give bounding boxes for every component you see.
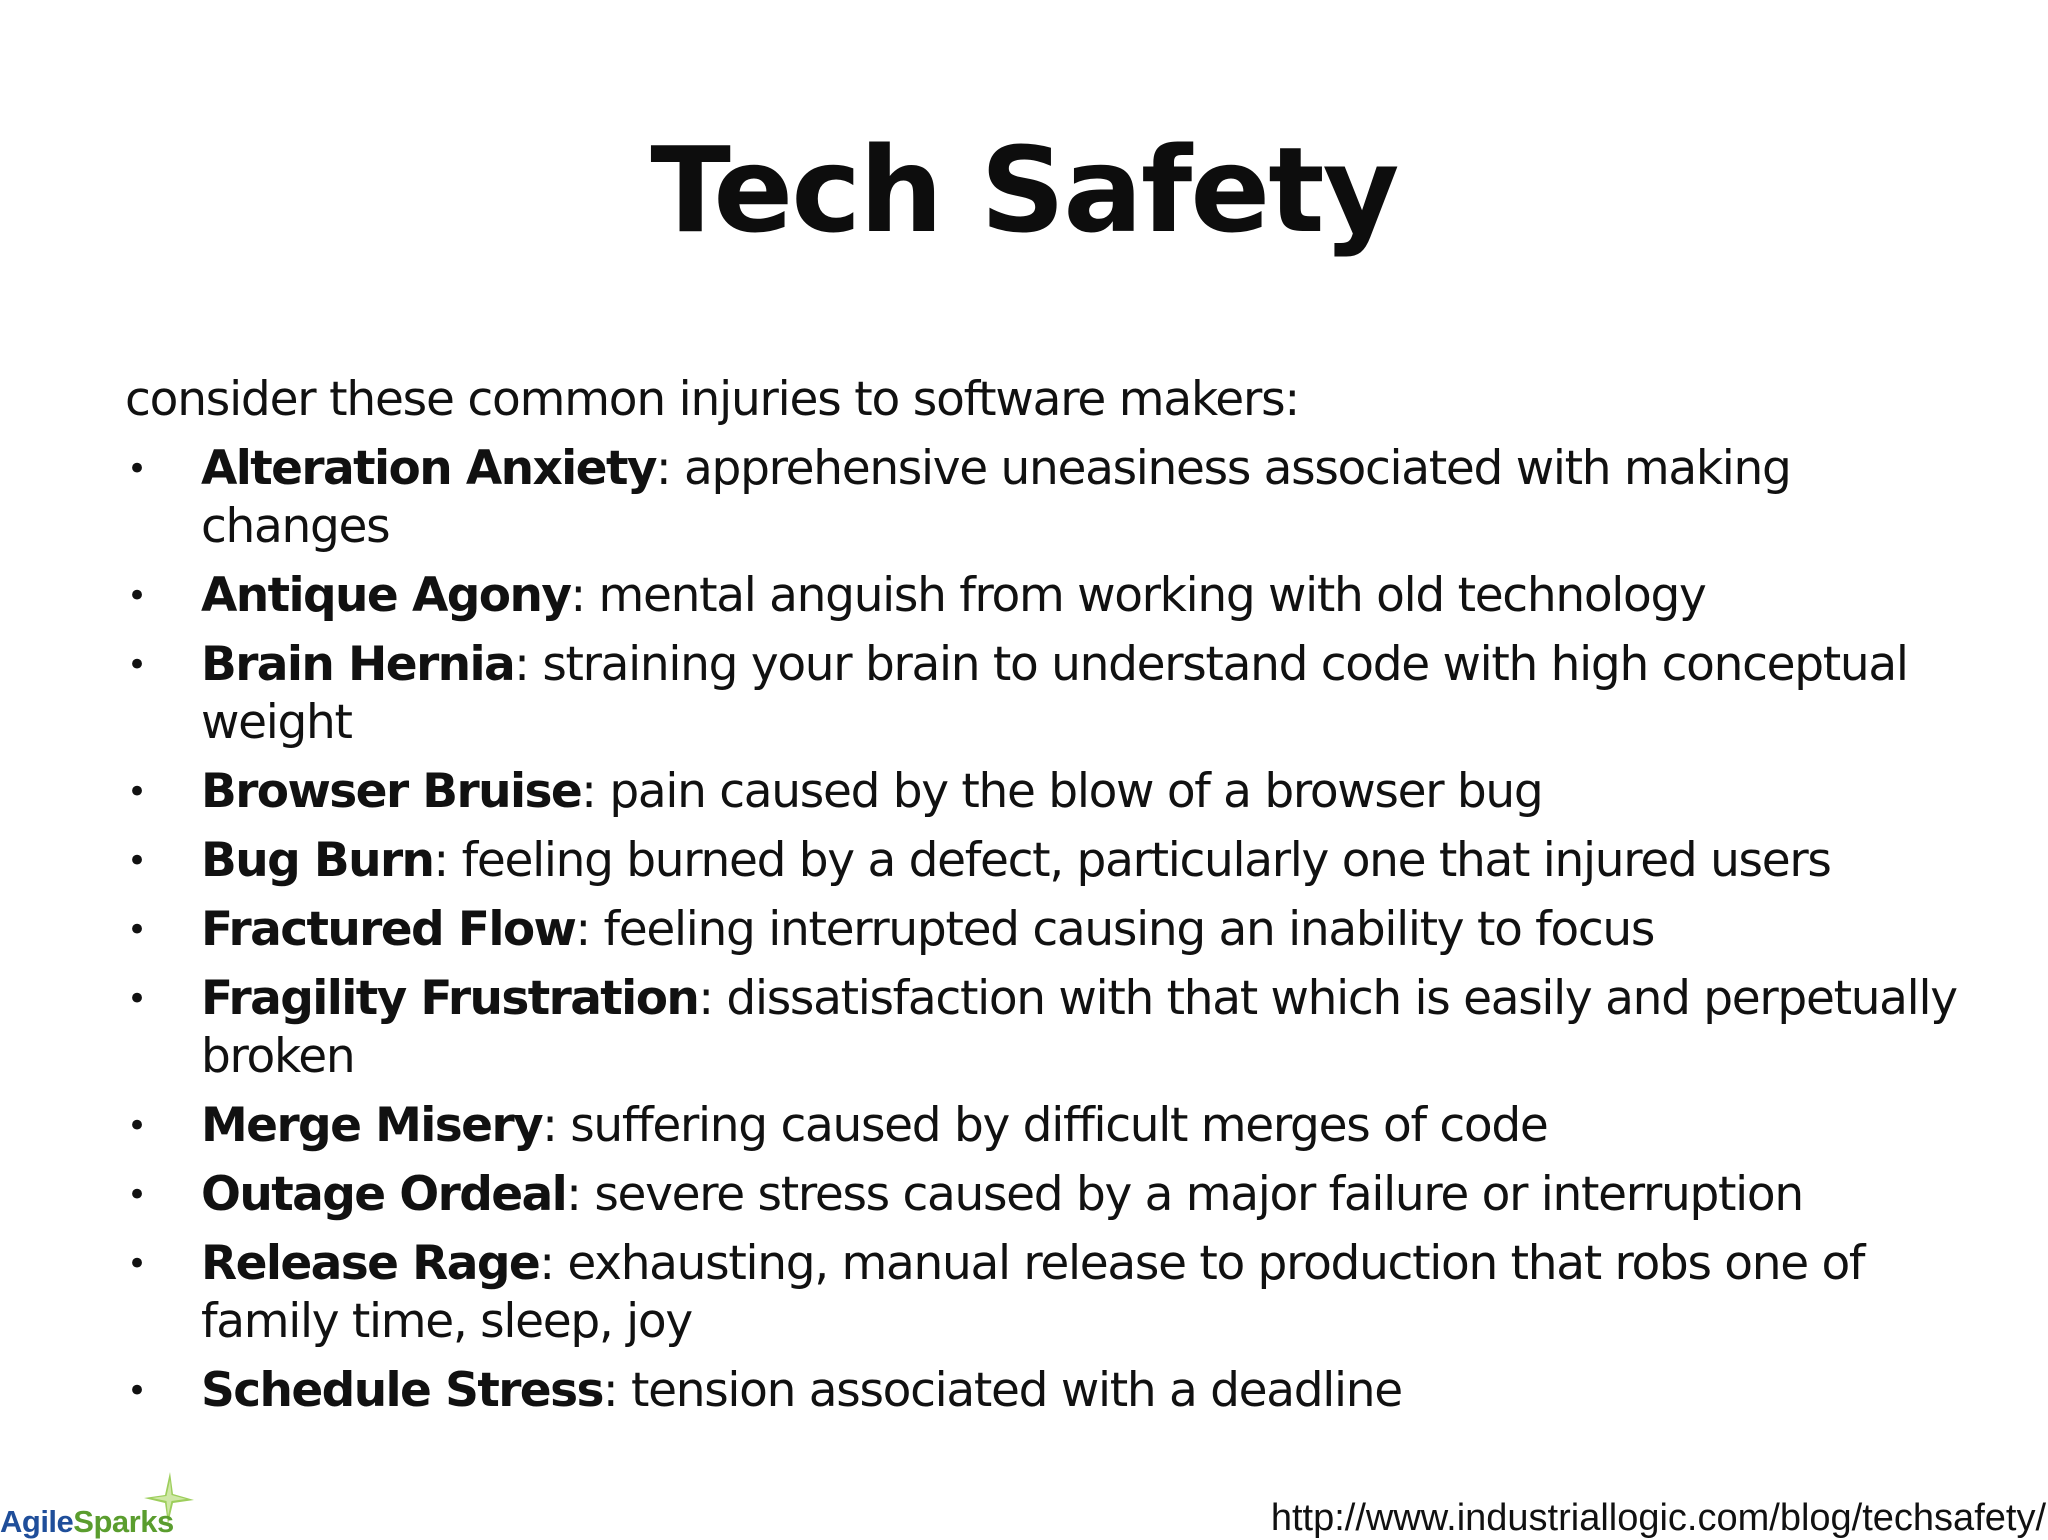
injury-term: Antique Agony (201, 568, 571, 623)
injury-term: Release Rage (201, 1236, 540, 1291)
list-item (125, 1166, 1985, 1224)
injury-definition: : apprehensive uneasiness associated with making changes (201, 441, 1791, 554)
injury-term: Schedule Stress (201, 1363, 603, 1418)
agilesparks-logo (0, 1506, 174, 1538)
injury-term: Fractured Flow (201, 902, 576, 957)
injury-definition: : feeling interrupted causing an inability to focus (575, 902, 1655, 957)
list-item (125, 901, 1985, 959)
list-item (125, 1235, 1985, 1351)
injury-term: Browser Bruise (201, 764, 582, 819)
list-item (125, 832, 1985, 890)
injury-definition: : pain caused by the blow of a browser bug (581, 764, 1543, 819)
injury-definition: : tension associated with a deadline (602, 1363, 1402, 1418)
bullet-icon: • (127, 645, 146, 685)
bullet-icon: • (127, 1371, 146, 1411)
injury-term: Outage Ordeal (201, 1167, 567, 1222)
list-item (125, 440, 1985, 556)
injury-definition: : feeling burned by a defect, particularly one that injured users (433, 833, 1831, 888)
bullet-icon: • (127, 1106, 146, 1146)
bullet-icon: • (127, 1244, 146, 1284)
injury-term: Merge Misery (201, 1098, 543, 1153)
slide-title: Tech Safety (650, 121, 1398, 259)
source-url: http://www.industriallogic.com/blog/techsafety/ (1270, 1497, 2046, 1539)
list-item (125, 970, 1985, 1086)
injury-definition: : exhausting, manual release to production that robs one of family time, sleep, joy (201, 1236, 1865, 1349)
list-item (125, 763, 1985, 821)
bullet-icon: • (127, 841, 146, 881)
list-item (125, 567, 1985, 625)
intro-text: consider these common injuries to software makers: (125, 372, 1300, 427)
injury-definition: : suffering caused by difficult merges of code (542, 1098, 1548, 1153)
logo-text-sparks: Sparks (73, 1504, 174, 1539)
injury-definition: : straining your brain to understand code with high conceptual weight (201, 637, 1908, 750)
bullet-icon: • (127, 449, 146, 489)
bullet-icon: • (127, 772, 146, 812)
bullet-icon: • (127, 910, 146, 950)
injury-term: Bug Burn (201, 833, 434, 888)
list-item (125, 1362, 1985, 1420)
injury-definition: : mental anguish from working with old technology (570, 568, 1706, 623)
list-item (125, 1097, 1985, 1155)
bullet-icon: • (127, 576, 146, 616)
list-item (125, 636, 1985, 752)
injury-definition: : severe stress caused by a major failure or interruption (566, 1167, 1803, 1222)
logo-text-agile: Agile (0, 1504, 74, 1539)
bullet-icon: • (127, 1175, 146, 1215)
injury-term: Brain Hernia (201, 637, 515, 692)
injury-term: Alteration Anxiety (201, 441, 656, 496)
injury-list (125, 440, 1985, 1431)
injury-definition: : dissatisfaction with that which is easily and perpetually broken (201, 971, 1957, 1084)
injury-term: Fragility Frustration (201, 971, 699, 1026)
bullet-icon: • (127, 979, 146, 1019)
